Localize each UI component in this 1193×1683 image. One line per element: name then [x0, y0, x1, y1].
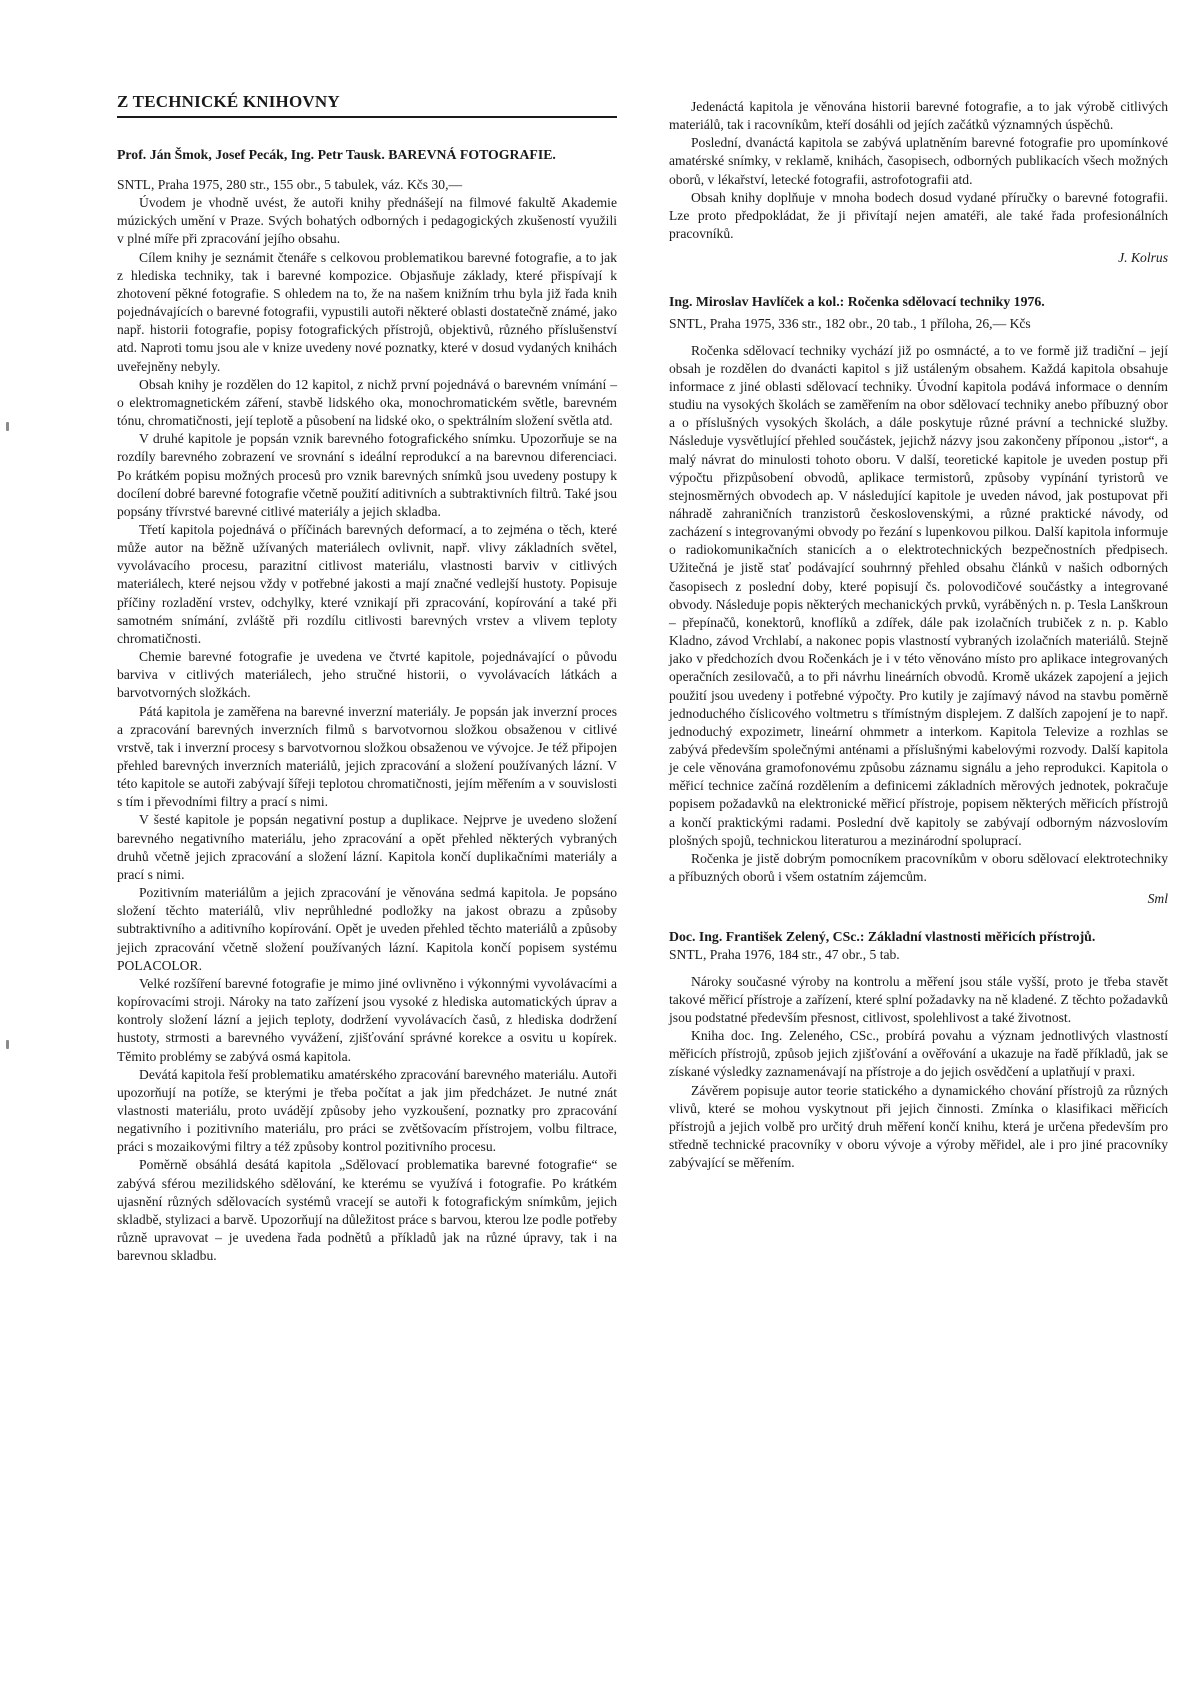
review1-paragraph: V šesté kapitole je popsán negativní postup a duplikace. Nejprve je uvedeno složení barevného negativního materiálu, jeho zpracování a opět přehled některých vybraných druhů včetně jejich zpracování a složení lázní. Kapitola končí duplikačními materiály a prací s nimi.: [117, 812, 617, 882]
review1-paragraph: Třetí kapitola pojednává o příčinách barevných deformací, a to zejména o těch, které může autor na běžně užívaných materiálech ovlivnit, např. vlivy základních světel, vyvolávacího procesu, parazitní citlivost materiálu, vlastnosti barviv v citlivých materiálech, které nejsou vždy v potřebné jakosti a mají značné vedlejší hustoty. Popisuje příčiny rozladění vrstev, odchylky, které vznikají při zpracování, kopírování a také při samotném snímání, zvláště při rozdílu citlivosti barevných vrstev a vlivem teploty chromatičnosti.: [117, 521, 617, 646]
right-column: [669, 98, 1168, 1172]
review1-paragraph: Poměrně obsáhlá desátá kapitola „Sdělovací problematika barevné fotografie“ se zabývá sférou mezilidského sdělování, ke kterému se využívá i fotografie. Po krátkém ujasnění různých sdělovacích systémů vracejí se autoři k fotografickým snímkům, jejich skladbě, stylizaci a barvě. Upozorňují na důležitost práce s barvou, kterou lze podle potřeby různě upravovat – je uvedena řada podnětů a příkladů jak na různé úpravy, tak i na barevnou skladbu.: [117, 1157, 617, 1264]
review1-paragraph: Obsah knihy doplňuje v mnoha bodech dosud vydané příručky o barevné fotografii. Lze proto předpokládat, že ji přivítají nejen amatéři, ale také řada profesionálních pracovníků.: [669, 189, 1168, 242]
review3-publication: SNTL, Praha 1976, 184 str., 47 obr., 5 tab.: [669, 947, 900, 963]
review1-paragraph: Pátá kapitola je zaměřena na barevné inverzní materiály. Je popsán jak inverzní proces a zpracování barevných inverzních filmů s barvotvornou složkou obsaženou v citlivé vrstvě, tak i inverzní procesy s barvotvornou složkou obsaženou ve vývojce. Je též připojen přehled barevných inverzních materiálů, jejich zpracování a složení používaných lázní. V této kapitole se autoři zabývají šířeji teplotou chromatičnosti, jejím měřením a v souvislosti s tím i převodními filtry a prací s nimi.: [117, 703, 617, 810]
review3-paragraph: Závěrem popisuje autor teorie statického a dynamického chování přístrojů za různých vlivů, které se mohou vyskytnout při jejich činnosti. Zmínka o klasifikaci měřicích přístrojů a jejich volbě pro určitý druh měření končí knihu, která je určena především pro středně technické pracovníky v oboru vývoje a výroby měřidel, ale i pro jiné pracovníky zabývající se měřením.: [669, 1082, 1168, 1171]
review2-signature: Sml: [1147, 891, 1168, 907]
review2-paragraph: Ročenka sdělovací techniky vychází již po osmnácté, a to ve formě již tradiční – její obsah je rozdělen do dvanácti kapitol s již ustáleným obsahem. Každá kapitola obsahuje informace z jiné oblasti sdělovací techniky. Úvodní kapitola podává informace o denním studiu na vysokých školách se zaměřením na obor sdělovací techniky anebo příbuzný obor a o příslušných vysokých školách, a dále poskytuje různé právní a technické služby. Následuje vysvětlující přehled součástek, jejichž názvy jsou zakončeny příponou „istor“, a malý návrat do minulosti tohoto oboru. V další, teoretické kapitole je uveden postup při výpočtu přizpůsobení obvodů, aplikace termistorů, způsoby vypínání tyristorů ve stejnosměrných obvodech ap. V následující kapitole je uveden návod, jak postupovat při náhradě zahraničních tranzistorů československými, a různé praktické návody, od zacházení s integrovanými obvody po řezání s lupenkovou pilkou. Další kapitola informuje o radiokomunikačních stanicích a o elektrotechnických bezpečnostních předpisech. Užitečná je jistě stať podávající souhrnný přehled obsahu článků v našich odborných časopisech z poslední doby, které popisují čs. polovodičové součástky a integrované obvody. Následuje popis některých mechanických prvků, vyráběných n. p. Tesla Lanškroun – přepínačů, konektorů, knoflíků a zdířek, dále pak izolačních trubiček z n. p. Kablo Kladno, závod Vrchlabí, a nakonec popis vlastností vybraných izolačních materiálů. Stejně jako v předchozích dvou Ročenkách je i v této věnováno místo pro aplikace integrovaných operačních zesilovačů, a to při návrhu lineárních obvodů. Kromě ukázek zapojení a jejich použití jsou uvedeny i potřebné výpočty. Pro kutily je zajímavý návod na stavbu poměrně jednoduchého číslicového voltmetru s třímístným displejem. Z dalších zapojení je to např. jednoduchý expozimetr, lineární ohmmetr a interkom. Kapitola Televize a rozhlas se zabývá především společnými anténami a příslušnými kabelovými rozvody. Další kapitola je cele věnována gramofonovému způsobu záznamu signálu a jeho reprodukci. Kapitola o měřicí technice začíná rozdělením a definicemi základních měrových jednotek, pokračuje popisem požadavků na elektronické měřicí přístroje, popisem některých měřicích přístrojů a končí praktickými radami. Poslední dvě kapitoly se zabývají odborným názvoslovím plošných spojů, technickou literaturou a mezinárodní spoluprací.: [669, 342, 1168, 848]
review1-paragraph: Jedenáctá kapitola je věnována historii barevné fotografie, a to jak výrobě citlivých materiálů, tak i racovníkům, kteří dosáhli od jejích začátků významných úspěchů.: [669, 99, 1168, 133]
section-heading: Z TECHNICKÉ KNIHOVNY: [117, 92, 340, 111]
review1-paragraph: Cílem knihy je seznámit čtenáře s celkovou problematikou barevné fotografie, a to jak z hlediska techniky, tak i barevné kompozice. Objasňuje základy, které přispívají k zhotovení pěkné fotografie. S ohledem na to, že na našem knižním trhu byla již řada knih pojednávajících o barevné fotografii, vypustili autoři některé oblasti dostatečně známé, jako např. historii fotografie, popisy fotografických přístrojů, objektivů, různého příslušenství atd. Naproti tomu jsou ale v knize uvedeny nové poznatky, které v dosud vydaných knihách uveřejněny nebyly.: [117, 249, 617, 374]
review2-paragraph: Ročenka je jistě dobrým pomocníkem pracovníkům v oboru sdělovací elektrotechniky a příbuzných oborů i všem ostatním zájemcům.: [669, 850, 1168, 885]
review1-paragraph: Úvodem je vhodně uvést, že autoři knihy přednášejí na filmové fakultě Akademie múzických umění v Praze. Svých bohatých odborných i pedagogických zkušeností využili v plné míře při zpracování jejího obsahu.: [117, 195, 617, 247]
review1-publication: SNTL, Praha 1975, 280 str., 155 obr., 5 tabulek, váz. Kčs 30,—: [117, 177, 463, 192]
review1-signature: J. Kolrus: [1118, 250, 1168, 266]
margin-mark: [6, 422, 9, 431]
review1-paragraph: Velké rozšíření barevné fotografie je mimo jiné ovlivněno i výkonnými vyvolávacími a kopírovacími stroji. Nároky na tato zařízení jsou vysoké z hlediska automatických úprav a kontroly složení lázní a jejich teploty, dodržení vyvolávacích časů, z hlediska dodržení hustoty, strmosti a barevného vyvážení, zjišťování správné korekce a osvitu u kopírek. Těmito problémy se zabývá osmá kapitola.: [117, 975, 617, 1064]
review1-title: Prof. Ján Šmok, Josef Pecák, Ing. Petr Tausk. BAREVNÁ FOTOGRAFIE.: [117, 147, 556, 162]
review3-paragraph: Nároky současné výroby na kontrolu a měření jsou stále vyšší, proto je třeba stavět takové měřicí přístroje a zařízení, které splní požadavky na ně kladené. Z těchto požadavků jsou podstatné především přesnost, citlivost, spolehlivost a také životnost.: [669, 973, 1168, 1025]
margin-mark: [6, 1040, 9, 1049]
left-column: [117, 146, 617, 1265]
review1-paragraph: V druhé kapitole je popsán vznik barevného fotografického snímku. Upozorňuje se na rozdíly barevného zobrazení ve srovnání s ideální reprodukcí a na barevnou diferenciaci. Po krátkém popisu možných procesů pro vznik barevných snímků jsou uvedeny postupy k docílení dobré barevné fotografie včetně použití aditivních a subtraktivních filtrů. Také jsou popsány třívrstvé barevné citlivé materiály a jejich skladba.: [117, 431, 617, 519]
review2-publication: SNTL, Praha 1975, 336 str., 182 obr., 20 tab., 1 příloha, 26,— Kčs: [669, 316, 1031, 332]
review1-paragraph: Poslední, dvanáctá kapitola se zabývá uplatněním barevné fotografie pro upomínkové amatérské snímky, v reklamě, knihách, časopisech, odborných publikacích všech možných oborů, v lékařství, letecké fotografii, astrofotografii atd.: [669, 135, 1168, 187]
review3-title: Doc. Ing. František Zelený, CSc.: Základní vlastnosti měřicích přístrojů.: [669, 929, 1096, 945]
review1-paragraph: Pozitivním materiálům a jejich zpracování je věnována sedmá kapitola. Je popsáno složení těchto materiálů, vliv neprůhledné podložky na jakost obrazu a způsoby subtraktivního a aditivního kopírování. Opět je uveden přehled těchto materiálů a způsoby jejich zpracování včetně složení používaných lázní. Kapitola končí popisem systému POLACOLOR.: [117, 885, 617, 973]
review3-paragraph: Kniha doc. Ing. Zeleného, CSc., probírá povahu a význam jednotlivých vlastností měřicích přístrojů, způsob jejich zjišťování a ověřování a ukazuje na řadě příkladů, jak se získané výsledky zaznamenávají na přístroje a do jejich osvědčení a uplatňují v praxi.: [669, 1028, 1168, 1080]
review1-paragraph: Chemie barevné fotografie je uvedena ve čtvrté kapitole, pojednávající o původu barviva v citlivých materiálech, jeho stručné historii, o vyvolávacích látkách a barvotvorných složkách.: [117, 649, 617, 701]
heading-rule: [117, 116, 617, 118]
review2-title: Ing. Miroslav Havlíček a kol.: Ročenka sdělovací techniky 1976.: [669, 294, 1045, 310]
review1-paragraph: Devátá kapitola řeší problematiku amatérského zpracování barevného materiálu. Autoři upozorňují na potíže, se kterými je třeba počítat a jak jim předcházet. Je nutné znát vlastnosti materiálu, proto uvádějí způsoby jeho vyzkoušení, poznatky pro zpracování negativního i pozitivního materiálu, pro práci se zvětšovacím přístrojem, volbu filtrace, práci s mozaikovými filtry a též způsoby kontrol pozitivního procesu.: [117, 1066, 617, 1155]
review1-paragraph: Obsah knihy je rozdělen do 12 kapitol, z nichž první pojednává o barevném vnímání – o elektromagnetickém záření, stavbě lidského oka, monochromatickém světle, barevném tónu, chromatičnosti, její teplotě a působení na lidské oko, o spektrálním složení světla atd.: [117, 376, 617, 429]
